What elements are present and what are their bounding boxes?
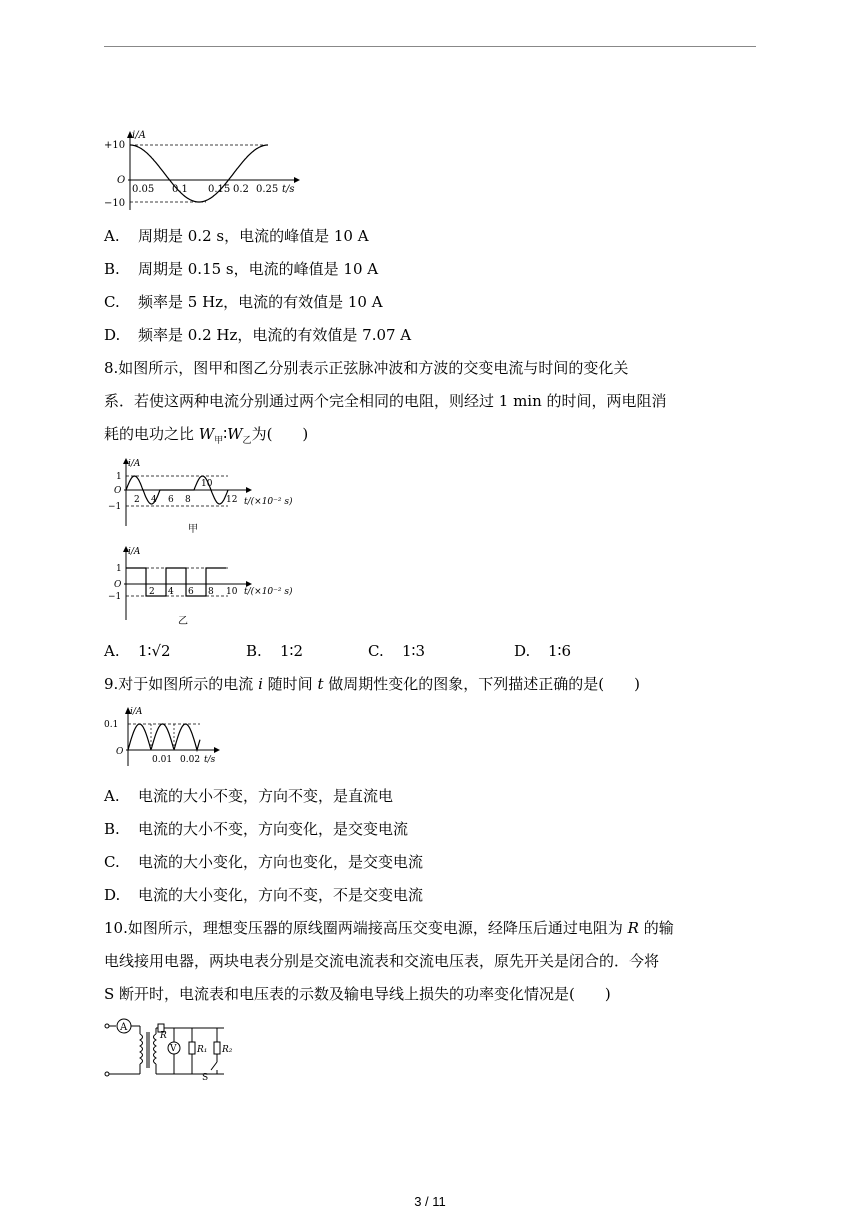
q8-sub-yi: 乙 xyxy=(242,436,252,446)
q10-switch-label: S xyxy=(202,1073,209,1080)
q9-option-a[interactable] xyxy=(104,786,393,806)
q8-jia-tick-4: 4 xyxy=(151,495,157,505)
q8-w-jia: W xyxy=(198,425,215,443)
q8-stem-line-3 xyxy=(104,418,760,458)
q8-yi-tick-10: 10 xyxy=(226,587,238,597)
q9-y-pos: 0.1 xyxy=(104,720,119,730)
q8-yi-origin: O xyxy=(114,580,122,590)
q8-option-b-text: 1∶2 xyxy=(280,642,303,660)
q8-jia-tick-12: 12 xyxy=(226,495,238,505)
q8-figure-jia xyxy=(104,456,304,536)
q7-option-d[interactable] xyxy=(104,325,411,345)
q9-option-d[interactable] xyxy=(104,885,423,905)
q9-var-i: i xyxy=(258,675,263,693)
header-rule xyxy=(104,46,756,47)
q8-option-d[interactable] xyxy=(514,641,571,661)
q8-stem xyxy=(104,352,760,458)
page-number: 3 / 11 xyxy=(414,1194,446,1209)
q8-jia-x-label: t/(×10⁻² s) xyxy=(244,497,293,507)
q7-option-a-text: 周期是 0.2 s，电流的峰值是 10 A xyxy=(138,227,369,245)
q8-yi-y-pos: 1 xyxy=(116,564,122,574)
q9-tick-1: 0.01 xyxy=(152,755,173,765)
q8-figure-yi xyxy=(104,544,304,628)
q8-jia-caption: 甲 xyxy=(188,524,198,535)
q9-var-t: t xyxy=(317,675,324,693)
q9-x-label: t/s xyxy=(204,755,216,765)
q8-stem-line-1: 8.如图所示，图甲和图乙分别表示正弦脉冲波和方波的交变电流与时间的变化关 xyxy=(104,359,629,377)
q7-option-d-text: 频率是 0.2 Hz，电流的有效值是 7.07 A xyxy=(138,326,412,344)
q9-option-b-label: B. xyxy=(104,820,120,838)
q8-option-d-text: 1∶6 xyxy=(548,642,571,660)
q9-stem xyxy=(104,674,640,694)
q10-r1-label: R₁ xyxy=(197,1045,208,1055)
q7-x-label: t/s xyxy=(282,184,295,195)
q10-stem-1a: 10.如图所示，理想变压器的原线圈两端接高压交变电源，经降压后通过电阻为 xyxy=(104,919,628,937)
q8-option-c-label: C. xyxy=(368,642,384,660)
q7-tick-4: 0.2 xyxy=(233,184,249,195)
q9-option-a-text: 电流的大小不变，方向不变，是直流电 xyxy=(138,787,394,805)
q9-y-label: i/A xyxy=(130,707,143,717)
q9-rectified-graph xyxy=(104,704,234,770)
q9-option-c-label: C. xyxy=(104,853,120,871)
q8-option-a-text: 1∶√2 xyxy=(138,642,171,660)
q9-option-a-label: A. xyxy=(104,787,120,805)
q7-option-a-label: A. xyxy=(104,227,120,245)
q7-tick-5: 0.25 xyxy=(256,184,279,195)
q8-option-a-label: A. xyxy=(104,642,120,660)
q8-yi-caption: 乙 xyxy=(178,616,188,627)
q10-r-label: R xyxy=(160,1031,167,1041)
q8-stem-3b: 为( ) xyxy=(251,425,309,443)
q7-option-c[interactable] xyxy=(104,292,383,312)
q8-jia-y-neg: −1 xyxy=(108,502,122,512)
q8-option-c-text: 1∶3 xyxy=(402,642,425,660)
q8-yi-x-label: t/(×10⁻² s) xyxy=(244,587,293,597)
q8-jia-tick-10: 10 xyxy=(201,479,213,489)
q8-w-yi: W xyxy=(227,425,243,443)
q10-voltmeter-label: V xyxy=(170,1044,177,1054)
q8-jia-tick-2: 2 xyxy=(134,495,140,505)
q7-origin: O xyxy=(117,175,126,186)
q8-stem-3a: 耗的电功之比 xyxy=(104,425,199,443)
q8-jia-y-pos: 1 xyxy=(116,472,122,482)
q8-yi-tick-6: 6 xyxy=(188,587,194,597)
q8-option-b-label: B. xyxy=(246,642,262,660)
q8-yi-tick-2: 2 xyxy=(149,587,155,597)
q7-tick-1: 0.05 xyxy=(132,184,155,195)
q8-sub-jia: 甲 xyxy=(214,436,224,446)
q9-option-b-text: 电流的大小不变，方向变化，是交变电流 xyxy=(138,820,409,838)
q10-var-r: R xyxy=(627,919,639,937)
q9-tick-2: 0.02 xyxy=(180,755,201,765)
q8-jia-tick-6: 6 xyxy=(168,495,174,505)
q10-stem-1b: 的输 xyxy=(638,919,674,937)
q9-option-d-text: 电流的大小变化，方向不变，不是交变电流 xyxy=(138,886,424,904)
q10-circuit-diagram xyxy=(104,1016,244,1080)
q7-sine-graph xyxy=(104,128,304,212)
q7-option-b-label: B. xyxy=(104,260,120,278)
q9-option-b[interactable] xyxy=(104,819,408,839)
q7-tick-2: 0.1 xyxy=(172,184,188,195)
q8-option-d-label: D. xyxy=(514,642,531,660)
q7-option-c-text: 频率是 5 Hz，电流的有效值是 10 A xyxy=(138,293,383,311)
q8-jia-y-label: i/A xyxy=(128,459,141,469)
q9-stem-c: 做周期性变化的图象，下列描述正确的是( ) xyxy=(323,675,640,693)
q9-origin: O xyxy=(116,747,124,757)
q7-y-neg: −10 xyxy=(104,198,126,209)
q7-y-pos: +10 xyxy=(104,140,126,151)
q8-jia-tick-8: 8 xyxy=(185,495,191,505)
q10-r2-label: R₂ xyxy=(222,1045,233,1055)
q8-ratio-sep: ∶ xyxy=(223,425,228,443)
q7-option-d-label: D. xyxy=(104,326,121,344)
q7-tick-3: 0.15 xyxy=(208,184,231,195)
q7-option-c-label: C. xyxy=(104,293,120,311)
q8-option-b[interactable] xyxy=(246,641,303,661)
q8-yi-tick-4: 4 xyxy=(168,587,174,597)
q7-y-label: i/A xyxy=(132,130,146,141)
q7-option-b-text: 周期是 0.15 s，电流的峰值是 10 A xyxy=(138,260,379,278)
q9-option-d-label: D. xyxy=(104,886,121,904)
q9-stem-b: 随时间 xyxy=(262,675,318,693)
q9-option-c[interactable] xyxy=(104,852,423,872)
q9-stem-a: 9.对于如图所示的电流 xyxy=(104,675,259,693)
q10-stem-line-3: S 断开时，电流表和电压表的示数及输电导线上损失的功率变化情况是( ) xyxy=(104,985,611,1003)
q8-yi-y-neg: −1 xyxy=(108,592,122,602)
q10-stem xyxy=(104,912,760,1011)
q8-yi-y-label: i/A xyxy=(128,547,141,557)
q9-option-c-text: 电流的大小变化，方向也变化，是交变电流 xyxy=(138,853,424,871)
q8-option-c[interactable] xyxy=(368,641,425,661)
q7-option-b[interactable] xyxy=(104,259,378,279)
q8-jia-origin: O xyxy=(114,486,122,496)
q8-stem-line-2: 系．若使这两种电流分别通过两个完全相同的电阻，则经过 1 min 的时间，两电阻消 xyxy=(104,392,667,410)
q10-ammeter-label: A xyxy=(120,1022,128,1033)
q8-option-a[interactable] xyxy=(104,641,171,661)
q8-yi-tick-8: 8 xyxy=(208,587,214,597)
q7-option-a[interactable] xyxy=(104,226,369,246)
q10-stem-line-2: 电线接用电器，两块电表分别是交流电流表和交流电压表，原先开关是闭合的．今将 xyxy=(104,952,660,970)
q10-stem-line-1 xyxy=(104,912,760,945)
